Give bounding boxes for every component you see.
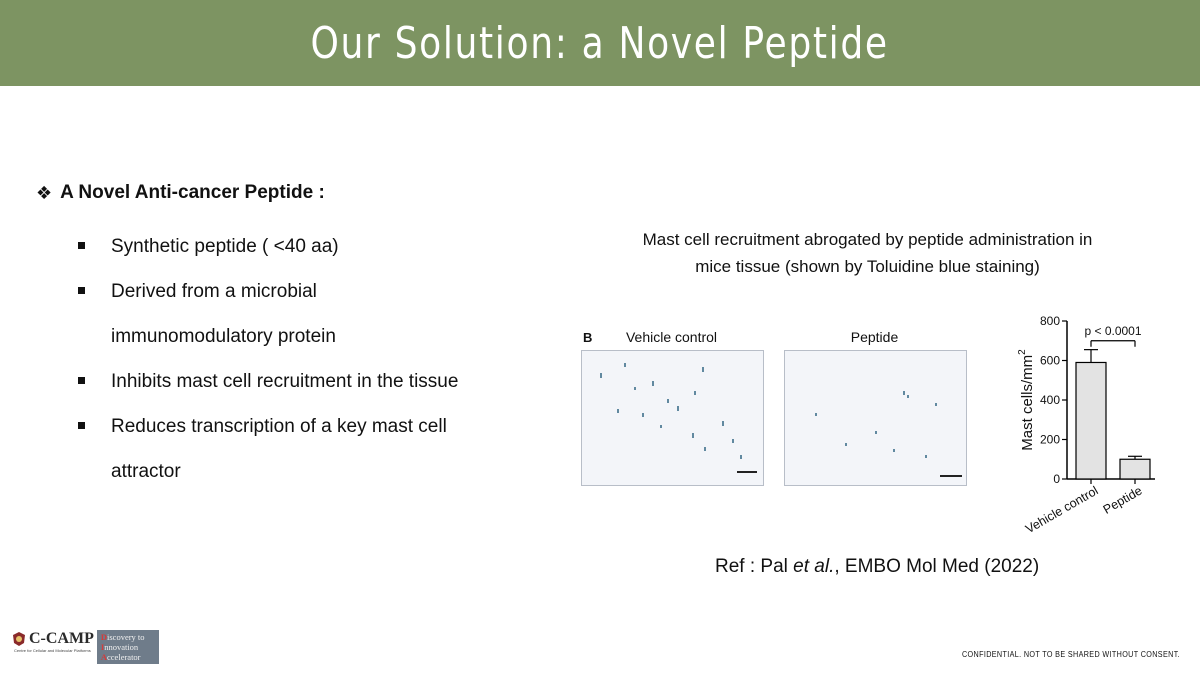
dia-initial: D <box>100 632 108 642</box>
micrograph-vehicle-control <box>581 350 764 486</box>
slide-title: Our Solution: a Novel Peptide <box>310 17 890 69</box>
bullet-item <box>78 269 538 359</box>
bullet-text-continuation: immunomodulatory protein <box>111 326 336 347</box>
square-bullet-icon <box>78 242 85 249</box>
p-value-annotation: p < 0.0001 <box>1084 323 1142 338</box>
y-tick-label: 600 <box>1039 353 1060 368</box>
bullet-text: Reduces transcription of a key mast cell <box>111 416 447 437</box>
bullet-text: Derived from a microbial <box>111 281 317 302</box>
confidential-notice: CONFIDENTIAL. NOT TO BE SHARED WITHOUT CONSENT. <box>962 650 1181 659</box>
caption-line: mice tissue (shown by Toluidine blue staining) <box>695 257 1040 276</box>
section-heading-text: A Novel Anti-cancer Peptide : <box>60 182 325 203</box>
reference-prefix: Ref : Pal <box>715 556 794 577</box>
y-axis-label: Mast cells/$mm^2$ <box>1017 349 1036 451</box>
image-label-peptide: Peptide <box>850 329 899 345</box>
reference-citation <box>715 556 1039 578</box>
square-bullet-icon <box>78 287 85 294</box>
footer-logos <box>12 630 159 666</box>
bullet-list <box>78 224 538 494</box>
micrograph-vehicle-svg <box>582 351 763 485</box>
reference-italic: et al. <box>793 556 835 577</box>
square-bullet-icon <box>78 422 85 429</box>
y-tick-label: 800 <box>1039 314 1060 328</box>
dia-line: iscovery to <box>107 632 145 642</box>
y-tick-label: 200 <box>1039 432 1060 447</box>
dia-initial: A <box>100 652 108 662</box>
ccamp-emblem-icon <box>12 631 26 647</box>
dia-initial: I <box>100 642 105 652</box>
square-bullet-icon <box>78 377 85 384</box>
title-bar <box>0 0 1200 86</box>
y-tick-label: 0 <box>1053 472 1060 486</box>
dia-line: nnovation <box>104 642 139 652</box>
micrograph-peptide <box>784 350 967 486</box>
mast-cell-bar-chart <box>1005 305 1195 545</box>
y-axis-label-superscript: 2 <box>1017 349 1028 355</box>
ccamp-logo-text: C-CAMP <box>29 630 94 647</box>
section-heading <box>36 182 325 204</box>
ccamp-logo <box>12 630 94 653</box>
panel-letter: B <box>583 330 593 345</box>
bullet-item <box>78 224 538 269</box>
caption-line: Mast cell recruitment abrogated by peptide administration in <box>642 230 1093 249</box>
figure-caption <box>585 226 1150 280</box>
x-category-label: Peptide <box>1100 483 1145 517</box>
bullet-text: Inhibits mast cell recruitment in the tissue <box>111 371 459 392</box>
four-diamond-bullet-icon: ❖ <box>36 182 53 203</box>
image-label-vehicle: Vehicle control <box>625 329 718 345</box>
ccamp-logo-subtitle: Centre for Cellular and Molecular Platforms <box>14 648 91 653</box>
x-category-label: Vehicle control <box>1023 483 1101 537</box>
bar <box>1076 362 1106 479</box>
dia-line: ccelerator <box>107 652 141 662</box>
dia-logo <box>97 630 159 664</box>
bullet-text: Synthetic peptide ( <40 aa) <box>111 236 339 257</box>
bullet-text-continuation: attractor <box>111 461 181 482</box>
bar <box>1120 459 1150 479</box>
bullet-item <box>78 359 538 404</box>
y-tick-label: 400 <box>1039 393 1060 407</box>
bullet-item <box>78 404 538 494</box>
micrograph-peptide-svg <box>785 351 966 485</box>
reference-suffix: , EMBO Mol Med (2022) <box>834 556 1040 577</box>
